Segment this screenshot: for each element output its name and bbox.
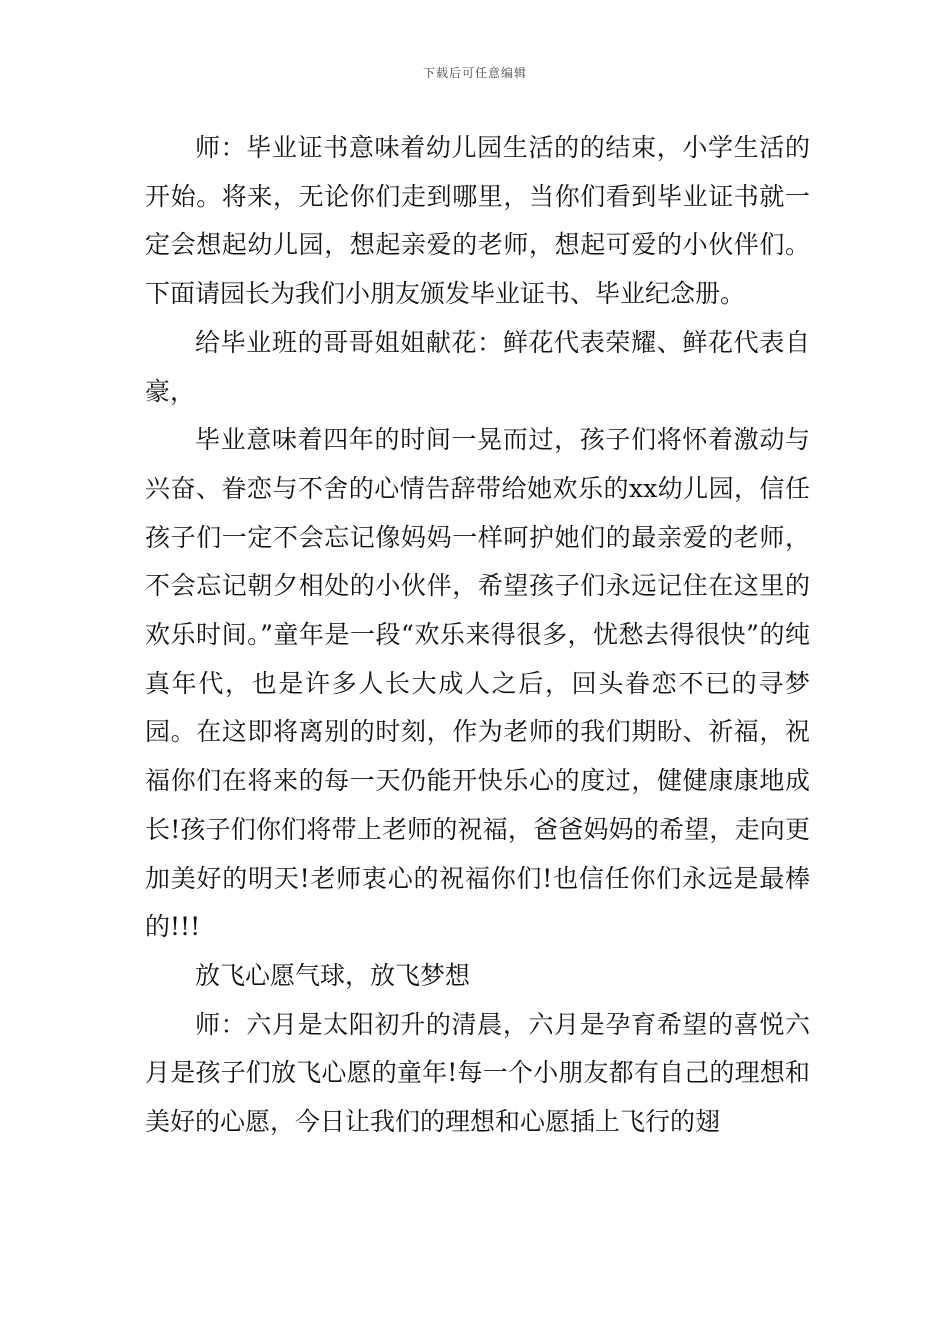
paragraph-balloons-heading: 放飞心愿气球，放飞梦想 <box>195 960 471 990</box>
paragraph-june: 师：六月是太阳初升的清晨，六月是孕育希望的喜悦六月是孩子们放飞心愿的童年!每一个小朋友都有自己的理想和美好的心愿，今日让我们的理想和心愿插上飞行的翅 <box>145 1009 810 1137</box>
paragraph-flowers: 给毕业班的哥哥姐姐献花：鲜花代表荣耀、鲜花代表自豪， <box>145 327 810 406</box>
paragraph-graduation: 毕业意味着四年的时间一晃而过，孩子们将怀着激动与兴奋、眷恋与不舍的心情告辞带给她欢乐的xx幼儿园，信任孩子们一定不会忘记像妈妈一样呵护她们的最亲爱的老师，不会忘记朝夕相处的小伙伴，希望孩子们永远记住在这里的欢乐时间。”童年是一段“欢乐来得很多，忧愁去得很快”的纯真年代，也是许多人长大成人之后，回头眷恋不已的寻梦园。在这即将离别的时刻，作为老师的我们期盼、祈福，祝福你们在将来的每一天仍能开快乐心的度过，健健康康地成长!孩子们你们将带上老师的祝福，爸爸妈妈的希望，走向更加美好的明天!老师衷心的祝福你们!也信任你们永远是最棒的!!! <box>145 425 810 942</box>
document-body <box>145 124 810 1147</box>
page-header-note: 下载后可任意编辑 <box>422 66 527 80</box>
paragraph-certificate: 师：毕业证书意味着幼儿园生活的的结束，小学生活的开始。将来，无论你们走到哪里，当你们看到毕业证书就一定会想起幼儿园，想起亲爱的老师，想起可爱的小伙伴们。下面请园长为我们小朋友颁发毕业证书、毕业纪念册。 <box>145 133 810 309</box>
